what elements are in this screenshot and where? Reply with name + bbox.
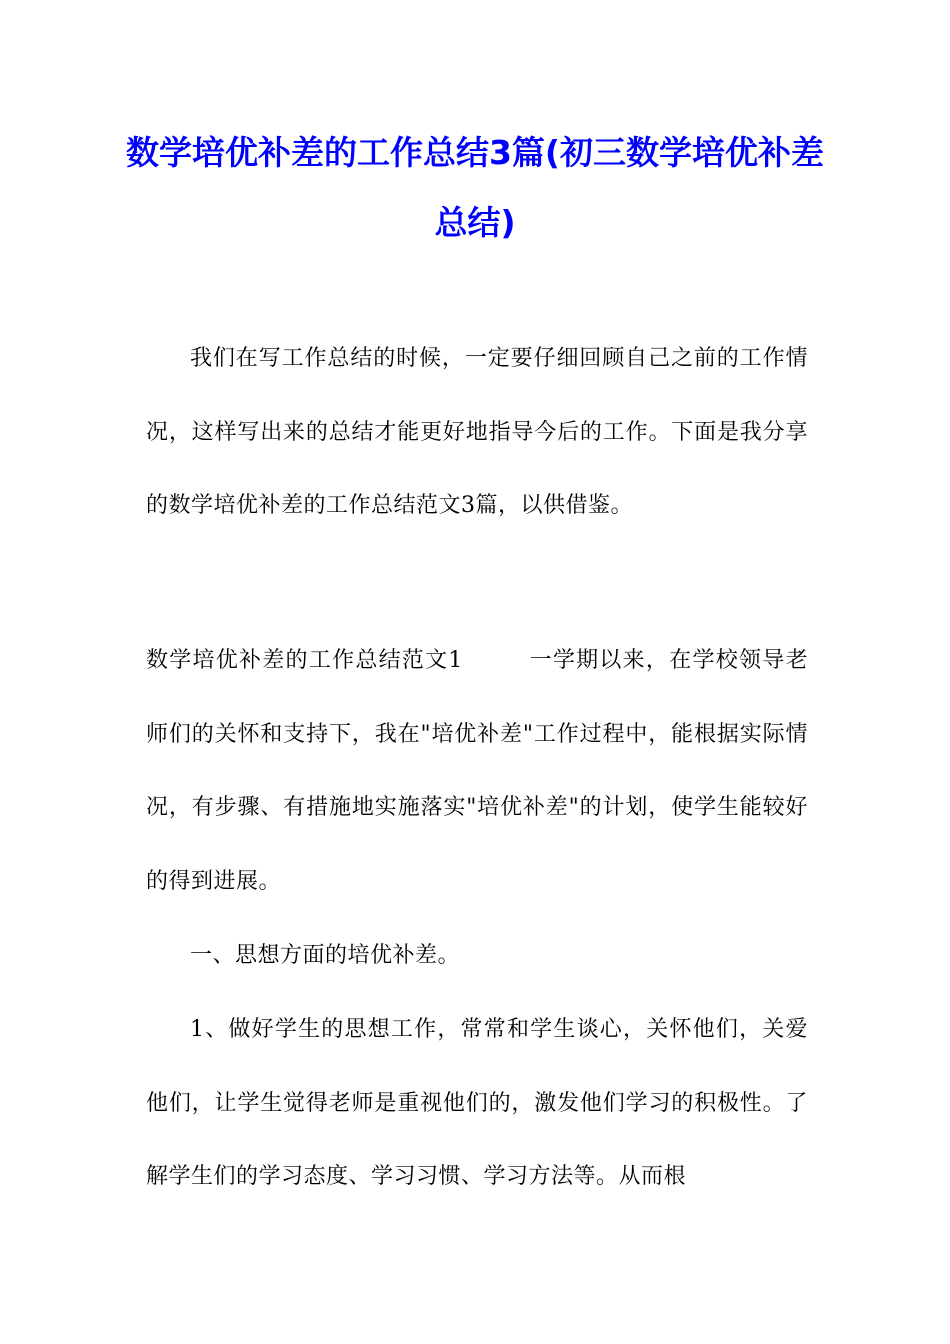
subheading-thought: 一、思想方面的培优补差。 — [190, 943, 461, 968]
intro-paragraph: 我们在写工作总结的时候，一定要仔细回顾自己之前的工作情况，这样写出来的总结才能更好地指导今后的工作。下面是我分享的数学培优补差的工作总结范文3篇，以供借鉴。 — [146, 346, 808, 518]
list-item-1: 1、做好学生的思想工作，常常和学生谈心，关怀他们，关爱他们，让学生觉得老师是重视他们的，激发他们学习的积极性。了解学生们的学习态度、学习习惯、学习方法等。从而根 — [146, 1017, 808, 1189]
document-title: 数学培优补差的工作总结3篇(初三数学培优补差总结) — [125, 133, 825, 242]
section1-paragraph — [146, 624, 808, 918]
section1-body: 一学期以来，在学校领导老师们的关怀和支持下，我在"培优补差"工作过程中，能根据实际情况，有步骤、有措施地实施落实"培优补差"的计划，使学生能较好的得到进展。 — [146, 648, 808, 894]
section1-heading: 数学培优补差的工作总结范文1 — [146, 648, 463, 673]
